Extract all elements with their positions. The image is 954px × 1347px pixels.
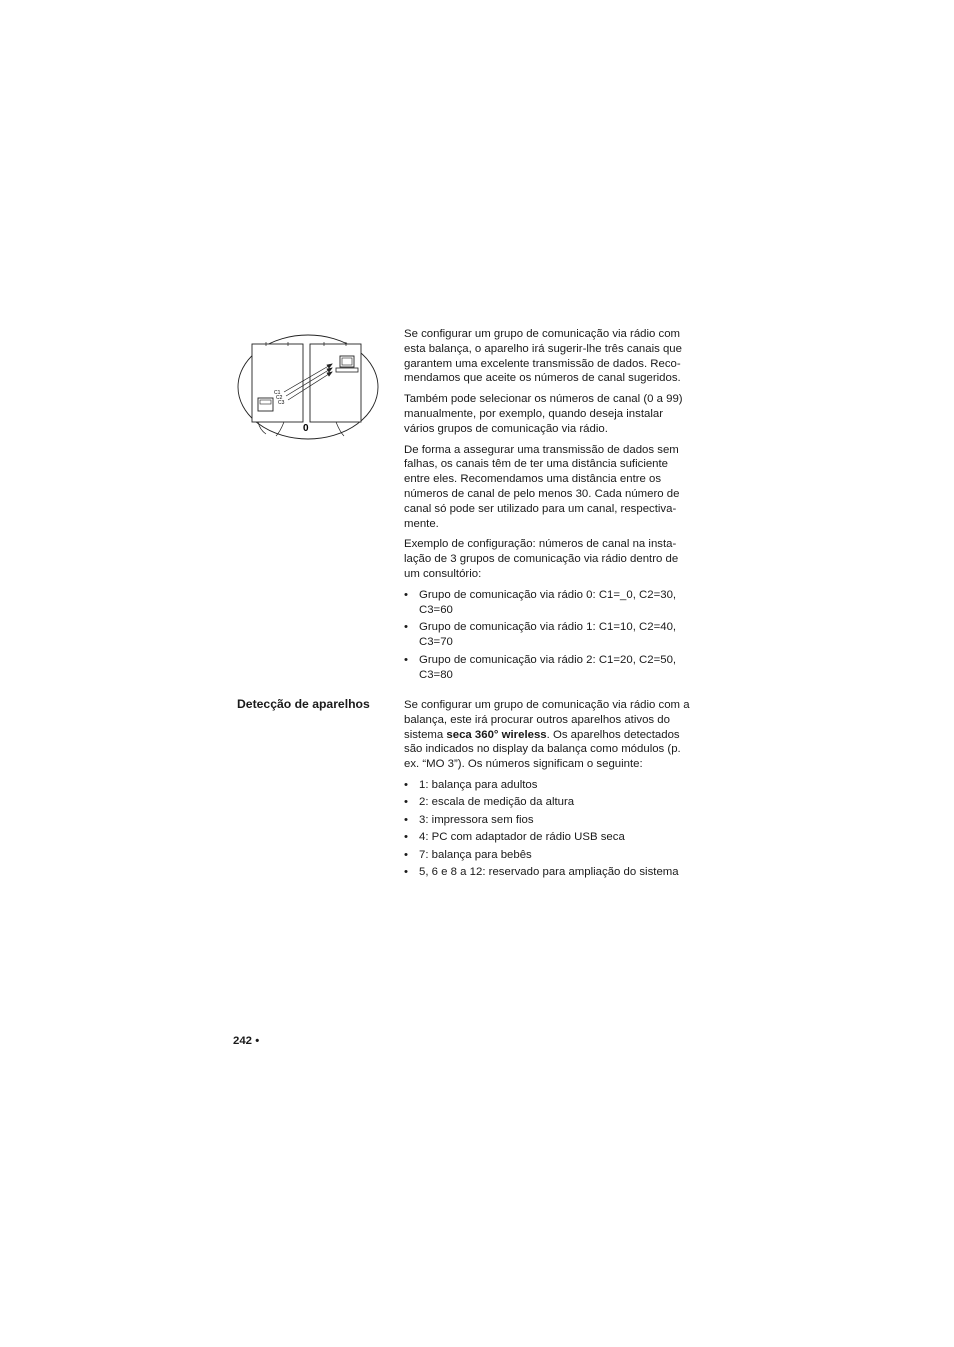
paragraph: Exemplo de configuração: números de canal na insta-lação de 3 grupos de comunicação via rádio dentro de um consultório: xyxy=(404,538,679,580)
list-item: • 2: escala de medição da altura xyxy=(404,796,575,809)
list-item: • 5, 6 e 8 a 12: reservado para ampliação do sistema xyxy=(404,866,679,879)
list-item: • Grupo de comunicação via rádio 1: C1=10, C2=40, C3=70 xyxy=(404,621,677,649)
device-detection-section xyxy=(404,698,696,883)
bullet: • xyxy=(404,831,408,844)
scale-icon xyxy=(258,398,273,411)
section-heading: Detecção de aparelhos xyxy=(237,697,370,711)
product-name: seca 360° wireless xyxy=(446,728,547,741)
channel-label-c1: C1 xyxy=(274,390,281,396)
bullet: • xyxy=(404,866,408,879)
page-number: 242 • xyxy=(233,1035,260,1047)
bullet: • xyxy=(404,778,408,791)
list-item: • Grupo de comunicação via rádio 0: C1=_0, C2=30, C3=60 xyxy=(404,588,677,616)
channel-example-list xyxy=(404,588,696,683)
list-item: • 7: balança para bebês xyxy=(404,848,532,861)
radio-group-figure xyxy=(236,334,380,442)
bullet: • xyxy=(404,653,408,666)
bullet: • xyxy=(404,588,408,601)
bullet: • xyxy=(404,621,408,634)
radio-group-diagram xyxy=(236,334,380,442)
list-item: • 4: PC com adaptador de rádio USB seca xyxy=(404,831,625,844)
bullet: • xyxy=(404,848,408,861)
paragraph: Se configurar um grupo de comunicação via rádio com esta balança, o aparelho irá sugerir-lhe três canais que garantem uma excelente transmissão de dados. Reco-mendamos que aceite os números de canal sugeridos. xyxy=(404,328,682,385)
list-item: • Grupo de comunicação via rádio 2: C1=20, C2=50, C3=80 xyxy=(404,653,677,681)
group-number: 0 xyxy=(303,423,309,434)
paragraph: Se configurar um grupo de comunicação via rádio com a balança, este irá procurar outros aparelhos ativos do sistema seca 360° wireless. Os aparelhos detectados são indicados no display da balança como módulos (p. ex. “MO 3”). Os números significam o seguinte: xyxy=(404,699,690,771)
list-item: • 1: balança para adultos xyxy=(404,778,538,791)
channel-label-c2: C2 xyxy=(276,395,283,401)
list-item: • 3: impressora sem fios xyxy=(404,813,534,826)
module-number-list xyxy=(404,778,696,880)
channel-config-section xyxy=(404,327,696,686)
bullet: • xyxy=(404,796,408,809)
channel-label-c3: C3 xyxy=(278,400,285,406)
bullet: • xyxy=(404,813,408,826)
paragraph: De forma a assegurar uma transmissão de dados sem falhas, os canais têm de ter uma distância suficiente entre eles. Recomendamos uma distância entre os números de canal de pelo menos 30. Cada número de canal só pode ser utilizado para um canal, respectiva-mente. xyxy=(404,443,680,530)
paragraph: Também pode selecionar os números de canal (0 a 99) manualmente, por exemplo, quando deseja instalar vários grupos de comunicação via rádio. xyxy=(404,393,683,435)
